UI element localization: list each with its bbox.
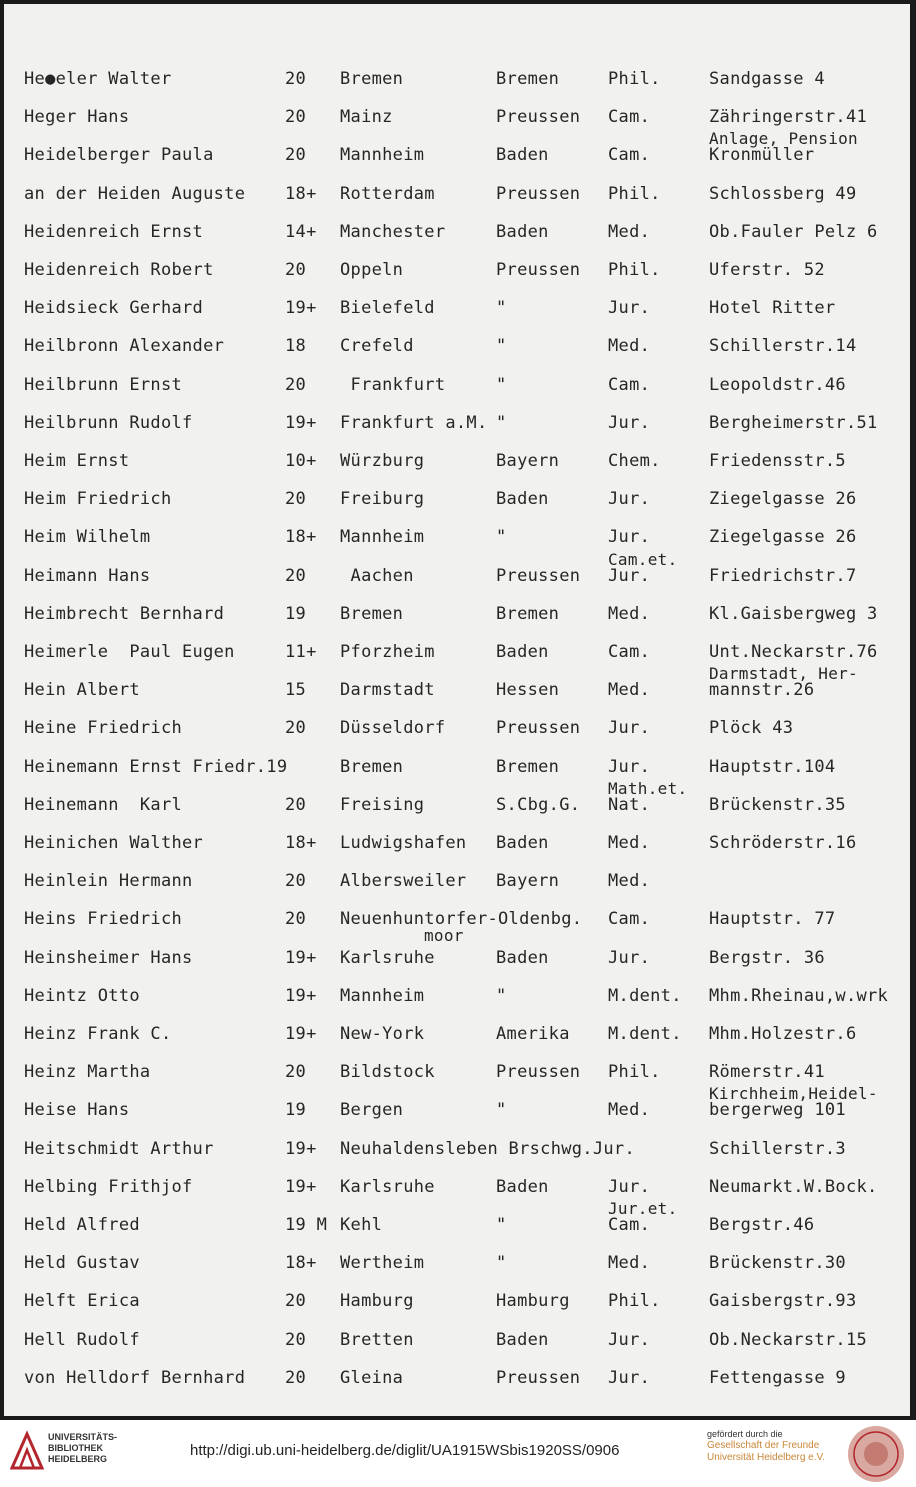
register-row [4, 1084, 910, 1140]
cell-city: Kehl [340, 1215, 383, 1235]
library-logo-icon[interactable] [10, 1430, 44, 1470]
university-seal-icon [846, 1424, 906, 1484]
cell-address-pre: Anlage, Pension [709, 129, 858, 148]
cell-name: He●eler Walter [24, 69, 172, 89]
cell-state: " [496, 413, 507, 433]
cell-faculty: Jur. [608, 1177, 651, 1197]
cell-name: Heim Ernst [24, 451, 130, 471]
cell-city: Neuenhuntorfer-Oldenbg. [340, 909, 583, 929]
cell-city: Mannheim [340, 986, 425, 1006]
cell-city: Oppeln [340, 260, 404, 280]
cell-address: Mhm.Rheinau,w.wrk [709, 986, 889, 1006]
sponsor-org-line1: Gesellschaft der Freunde [707, 1440, 820, 1451]
cell-age: 19+ [285, 1177, 317, 1197]
cell-address: Bergheimerstr.51 [709, 413, 878, 433]
cell-city: Bildstock [340, 1062, 435, 1082]
cell-address: Zähringerstr.41 [709, 107, 868, 127]
register-row [4, 224, 910, 262]
cell-address: Schlossberg 49 [709, 184, 857, 204]
cell-age: 20 [285, 1330, 307, 1350]
cell-address: Ziegelgasse 26 [709, 527, 857, 547]
cell-faculty: Jur. [608, 757, 651, 777]
register-row [4, 988, 910, 1026]
cell-faculty: Phil. [608, 1291, 661, 1311]
cell-city: New-York [340, 1024, 425, 1044]
cell-faculty: Phil. [608, 260, 661, 280]
cell-address: Leopoldstr.46 [709, 375, 846, 395]
cell-name: an der Heiden Auguste [24, 184, 246, 204]
cell-address-pre: Kirchheim,Heidel- [709, 1084, 878, 1103]
register-row [4, 873, 910, 911]
register-row [4, 664, 910, 720]
cell-faculty: Jur. [608, 718, 651, 738]
register-row [4, 377, 910, 415]
cell-name: Heilbrunn Ernst [24, 375, 183, 395]
register-row [4, 529, 910, 567]
cell-name: Helbing Frithjof [24, 1177, 193, 1197]
cell-city: Frankfurt [340, 375, 446, 395]
cell-state: Preussen [496, 718, 581, 738]
cell-age: 19+ [285, 1139, 317, 1159]
register-row [4, 1293, 910, 1331]
cell-address: Sandgasse 4 [709, 69, 825, 89]
cell-state: Amerika [496, 1024, 570, 1044]
cell-name: Helft Erica [24, 1291, 140, 1311]
cell-city: Albersweiler [340, 871, 467, 891]
cell-city: Crefeld [340, 336, 414, 356]
cell-name: Held Alfred [24, 1215, 140, 1235]
cell-state: Baden [496, 1177, 549, 1197]
cell-name: Heinichen Walther [24, 833, 204, 853]
register-row [4, 950, 910, 988]
register-row [4, 71, 910, 109]
cell-faculty: Med. [608, 222, 651, 242]
cell-state: Bremen [496, 604, 560, 624]
cell-name: Heilbrunn Rudolf [24, 413, 193, 433]
cell-state: Hessen [496, 680, 560, 700]
cell-age: 14+ [285, 222, 317, 242]
cell-name: Heidenreich Ernst [24, 222, 204, 242]
cell-address: Ob.Fauler Pelz 6 [709, 222, 878, 242]
cell-city: Neuhaldensleben Brschwg.Jur. [340, 1139, 635, 1159]
cell-address: Mhm.Holzestr.6 [709, 1024, 857, 1044]
cell-faculty: Nat. [608, 795, 651, 815]
cell-age: 18+ [285, 833, 317, 853]
cell-city: Aachen [340, 566, 414, 586]
cell-name: Heitschmidt Arthur [24, 1139, 214, 1159]
cell-name: Heim Friedrich [24, 489, 172, 509]
cell-age: 20 [285, 795, 307, 815]
cell-faculty: Jur. [608, 298, 651, 318]
cell-city: Ludwigshafen [340, 833, 467, 853]
cell-name: Heimann Hans [24, 566, 151, 586]
cell-city: Pforzheim [340, 642, 435, 662]
cell-state: " [496, 1100, 507, 1120]
cell-age: 20 [285, 145, 307, 165]
cell-age: 18+ [285, 527, 317, 547]
cell-address: Plöck 43 [709, 718, 794, 738]
cell-faculty: Med. [608, 604, 651, 624]
cell-city: Frankfurt a.M. [340, 413, 488, 433]
register-row [4, 491, 910, 529]
register-row [4, 129, 910, 185]
cell-address: Fettengasse 9 [709, 1368, 846, 1388]
cell-address: Friedensstr.5 [709, 451, 846, 471]
cell-city: Mannheim [340, 527, 425, 547]
cell-address: Ob.Neckarstr.15 [709, 1330, 868, 1350]
cell-faculty: Jur. [608, 489, 651, 509]
cell-faculty: Med. [608, 1253, 651, 1273]
cell-address: Bergstr. 36 [709, 948, 825, 968]
register-row [4, 911, 910, 949]
cell-name: Heinlein Hermann [24, 871, 193, 891]
cell-faculty: Med. [608, 833, 651, 853]
cell-faculty: Jur. [608, 1330, 651, 1350]
cell-age: 18 [285, 336, 307, 356]
cell-address: Neumarkt.W.Bock. [709, 1177, 878, 1197]
cell-state: Baden [496, 222, 549, 242]
cell-age: 11+ [285, 642, 317, 662]
cell-city: Hamburg [340, 1291, 414, 1311]
cell-address: Brückenstr.35 [709, 795, 846, 815]
cell-address: Kronmüller [709, 145, 815, 165]
cell-city: Bremen [340, 604, 404, 624]
cell-address: Brückenstr.30 [709, 1253, 846, 1273]
cell-faculty: Cam. [608, 909, 651, 929]
register-row [4, 453, 910, 491]
cell-faculty: Cam. [608, 107, 651, 127]
cell-faculty: Med. [608, 680, 651, 700]
library-name-line2: BIBLIOTHEK [48, 1443, 103, 1453]
cell-city: Freising [340, 795, 425, 815]
cell-age: 19 [285, 1100, 307, 1120]
cell-age: 20 [285, 489, 307, 509]
register-row [4, 835, 910, 873]
cell-name: Held Gustav [24, 1253, 140, 1273]
register-row [4, 262, 910, 300]
cell-name: Heidelberger Paula [24, 145, 214, 165]
cell-city: Würzburg [340, 451, 425, 471]
cell-state: Baden [496, 145, 549, 165]
cell-faculty: Phil. [608, 1062, 661, 1082]
cell-city: Mannheim [340, 145, 425, 165]
cell-city: Manchester [340, 222, 446, 242]
cell-city: Karlsruhe [340, 1177, 435, 1197]
register-row [4, 606, 910, 644]
register-row [4, 550, 910, 606]
viewer-footer [0, 1420, 916, 1487]
cell-name: Hell Rudolf [24, 1330, 140, 1350]
cell-faculty: Cam. [608, 642, 651, 662]
register-row [4, 300, 910, 338]
cell-age: 19+ [285, 1024, 317, 1044]
cell-age: 19+ [285, 413, 317, 433]
cell-address: Hauptstr.104 [709, 757, 836, 777]
cell-state: " [496, 986, 507, 1006]
cell-name: Heinemann Karl [24, 795, 183, 815]
cell-address: Uferstr. 52 [709, 260, 825, 280]
cell-state: Preussen [496, 1062, 581, 1082]
library-name [48, 1432, 117, 1465]
cell-state: Preussen [496, 566, 581, 586]
scanned-register-page [4, 4, 910, 1416]
cell-state: " [496, 336, 507, 356]
cell-city: Bielefeld [340, 298, 435, 318]
cell-faculty: Phil. [608, 69, 661, 89]
cell-faculty: M.dent. [608, 1024, 682, 1044]
cell-address: Schröderstr.16 [709, 833, 857, 853]
cell-name: Heger Hans [24, 107, 130, 127]
cell-age: 20 [285, 375, 307, 395]
cell-city: Bretten [340, 1330, 414, 1350]
cell-age: 20 [285, 260, 307, 280]
cell-state: " [496, 527, 507, 547]
cell-faculty: Phil. [608, 184, 661, 204]
cell-name: Heinz Martha [24, 1062, 151, 1082]
cell-name: Heine Friedrich [24, 718, 183, 738]
cell-faculty: Med. [608, 1100, 651, 1120]
sponsor-block [707, 1428, 825, 1464]
cell-address: Gaisbergstr.93 [709, 1291, 857, 1311]
cell-faculty: Jur. [608, 413, 651, 433]
cell-address: Kl.Gaisbergweg 3 [709, 604, 878, 624]
cell-faculty: Chem. [608, 451, 661, 471]
cell-state: Baden [496, 1330, 549, 1350]
cell-address: Römerstr.41 [709, 1062, 825, 1082]
cell-age: 19 [285, 604, 307, 624]
cell-city: Bremen [340, 757, 404, 777]
cell-age: 19 M [285, 1215, 328, 1235]
cell-state: Baden [496, 948, 549, 968]
cell-city: Gleina [340, 1368, 404, 1388]
cell-name: Heimerle Paul Eugen [24, 642, 235, 662]
cell-faculty: Cam. [608, 1215, 651, 1235]
cell-address: Unt.Neckarstr.76 [709, 642, 878, 662]
sponsor-label: gefördert durch die [707, 1429, 783, 1439]
register-row [4, 779, 910, 835]
cell-address: Friedrichstr.7 [709, 566, 857, 586]
cell-age: 18+ [285, 1253, 317, 1273]
register-row [4, 1255, 910, 1293]
cell-city: Wertheim [340, 1253, 425, 1273]
cell-age: 20 [285, 718, 307, 738]
cell-address: mannstr.26 [709, 680, 815, 700]
cell-address: Schillerstr.3 [709, 1139, 846, 1159]
register-row [4, 1199, 910, 1255]
permalink-url[interactable]: http://digi.ub.uni-heidelberg.de/diglit/UA1915WSbis1920SS/0906 [190, 1442, 620, 1459]
cell-faculty-pre: Jur.et. [608, 1199, 678, 1218]
cell-name: Heins Friedrich [24, 909, 183, 929]
cell-state: " [496, 375, 507, 395]
cell-faculty: Med. [608, 336, 651, 356]
cell-state: Hamburg [496, 1291, 570, 1311]
cell-faculty-pre: Math.et. [608, 779, 688, 798]
cell-state: " [496, 1215, 507, 1235]
register-row [4, 415, 910, 453]
cell-age: 15 [285, 680, 307, 700]
cell-name: von Helldorf Bernhard [24, 1368, 246, 1388]
cell-city: Rotterdam [340, 184, 435, 204]
cell-address: Schillerstr.14 [709, 336, 857, 356]
cell-city-post: moor [424, 926, 464, 945]
cell-address: bergerweg 101 [709, 1100, 846, 1120]
register-row [4, 186, 910, 224]
cell-state: Baden [496, 489, 549, 509]
cell-age: 19+ [285, 298, 317, 318]
cell-name: Heilbronn Alexander [24, 336, 225, 356]
cell-city: Mainz [340, 107, 393, 127]
cell-name: Heintz Otto [24, 986, 140, 1006]
cell-faculty: Jur. [608, 948, 651, 968]
register-row [4, 759, 910, 797]
cell-city: Karlsruhe [340, 948, 435, 968]
cell-faculty: Cam. [608, 375, 651, 395]
cell-state: Bayern [496, 871, 560, 891]
cell-state: Bremen [496, 69, 560, 89]
cell-state: Bremen [496, 757, 560, 777]
cell-name: Heinsheimer Hans [24, 948, 193, 968]
register-row [4, 720, 910, 758]
cell-age: 18+ [285, 184, 317, 204]
cell-faculty-pre: Cam.et. [608, 550, 678, 569]
cell-age: 10+ [285, 451, 317, 471]
cell-city: Freiburg [340, 489, 425, 509]
cell-city: Bergen [340, 1100, 404, 1120]
library-name-line1: UNIVERSITÄTS- [48, 1432, 118, 1442]
cell-state: Preussen [496, 107, 581, 127]
cell-state: S.Cbg.G. [496, 795, 581, 815]
cell-name: Heidsieck Gerhard [24, 298, 204, 318]
cell-state: Preussen [496, 260, 581, 280]
cell-faculty: Jur. [608, 566, 651, 586]
cell-faculty: Cam. [608, 145, 651, 165]
cell-state: Baden [496, 833, 549, 853]
register-row [4, 1179, 910, 1217]
register-row [4, 1141, 910, 1179]
cell-name: Heise Hans [24, 1100, 130, 1120]
cell-state: Preussen [496, 1368, 581, 1388]
register-row [4, 1026, 910, 1064]
cell-name: Hein Albert [24, 680, 140, 700]
sponsor-org-line2: Universität Heidelberg e.V. [707, 1452, 826, 1463]
cell-age: 20 [285, 107, 307, 127]
cell-age: 20 [285, 909, 307, 929]
cell-address: Bergstr.46 [709, 1215, 815, 1235]
cell-name: Heidenreich Robert [24, 260, 214, 280]
cell-state: Bayern [496, 451, 560, 471]
library-name-line3: HEIDELBERG [48, 1454, 108, 1464]
cell-age: 20 [285, 69, 307, 89]
cell-address: Hotel Ritter [709, 298, 836, 318]
cell-age: 20 [285, 1368, 307, 1388]
cell-name: Heinemann Ernst Friedr.19 [24, 757, 288, 777]
register-row [4, 1332, 910, 1370]
cell-age: 19+ [285, 948, 317, 968]
register-row [4, 338, 910, 376]
cell-age: 20 [285, 1291, 307, 1311]
cell-name: Heim Wilhelm [24, 527, 151, 547]
cell-faculty: Jur. [608, 527, 651, 547]
cell-state: Preussen [496, 184, 581, 204]
cell-state: Baden [496, 642, 549, 662]
register-row [4, 1370, 910, 1408]
cell-name: Heimbrecht Bernhard [24, 604, 225, 624]
cell-age: 19+ [285, 986, 317, 1006]
cell-faculty: M.dent. [608, 986, 682, 1006]
cell-faculty: Jur. [608, 1368, 651, 1388]
cell-age: 20 [285, 566, 307, 586]
cell-state: " [496, 298, 507, 318]
cell-city: Bremen [340, 69, 404, 89]
cell-address-pre: Darmstadt, Her- [709, 664, 858, 683]
cell-name: Heinz Frank C. [24, 1024, 172, 1044]
cell-address: Hauptstr. 77 [709, 909, 836, 929]
cell-state: " [496, 1253, 507, 1273]
cell-age: 20 [285, 871, 307, 891]
cell-city: Düsseldorf [340, 718, 446, 738]
cell-city: Darmstadt [340, 680, 435, 700]
cell-faculty: Med. [608, 871, 651, 891]
cell-age: 20 [285, 1062, 307, 1082]
cell-address: Ziegelgasse 26 [709, 489, 857, 509]
